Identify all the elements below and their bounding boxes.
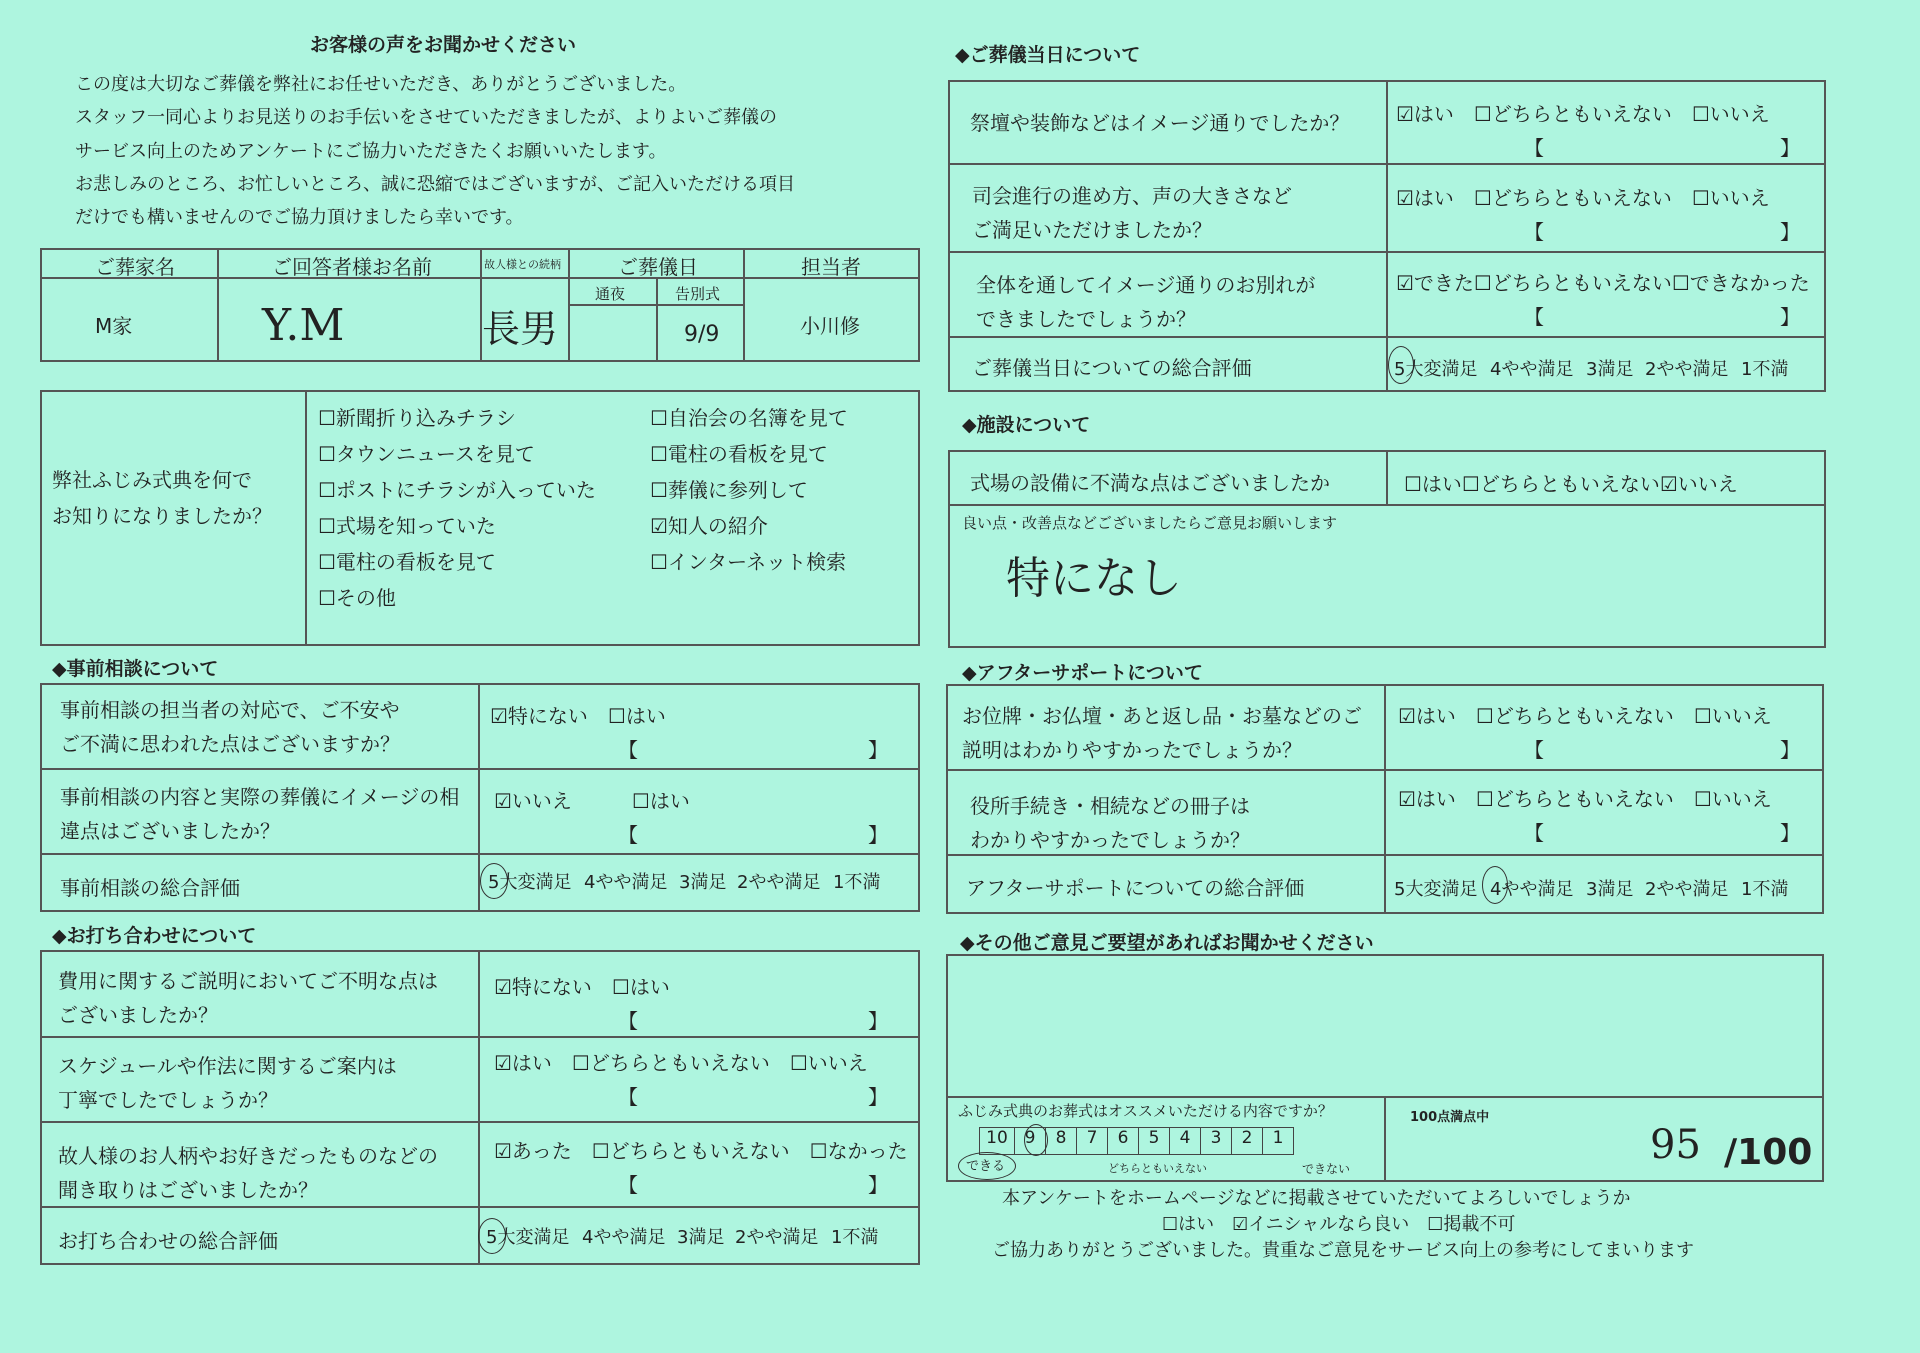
scale-3[interactable]: 3 [1201,1128,1232,1154]
scale-2[interactable]: 2 [1232,1128,1263,1154]
rating-1[interactable]: 1不満 [831,1227,879,1248]
scale-8[interactable]: 8 [1046,1128,1077,1154]
scale-6[interactable]: 6 [1108,1128,1139,1154]
rating-3[interactable]: 3満足 [677,1227,725,1248]
consult-q2-line1: 事前相談の内容と実際の葬儀にイメージの相 [60,785,460,809]
source-question-1: 弊社ふじみ式典を何で [52,468,252,492]
rating-1[interactable]: 1不満 [1741,359,1789,380]
bracket-open: 【 [1524,136,1544,160]
bracket-close: 】 [868,1173,888,1197]
header-family: ご葬家名 [95,255,175,279]
recommend-question: ふじみ式典のお葬式はオススメいただける内容ですか？ [958,1102,1333,1120]
rating-5[interactable]: 5大変満足 [1394,359,1478,380]
after-q1-line2: 説明はわかりやすかったでしょうか？ [962,738,1302,762]
score-total: /100 [1724,1132,1813,1173]
consult-q2-line2: 違点はございましたか？ [60,819,280,843]
meet-q3-line1: 故人様のお人柄やお好きだったものなどの [58,1144,438,1168]
rating-3[interactable]: 3満足 [1586,879,1634,900]
scale-7[interactable]: 7 [1077,1128,1108,1154]
header-funeral: 告別式 [675,285,721,303]
source-option[interactable]: ☐新聞折り込みチラシ [318,406,516,430]
after-a1[interactable]: ☑はい ☐どちらともいえない ☐いいえ [1398,704,1772,728]
fac-q1: 式場の設備に不満な点はございましたか [970,471,1330,495]
rating-1[interactable]: 1不満 [833,872,881,893]
consult-a1[interactable]: ☑特にない ☐はい [490,704,666,728]
source-option[interactable]: ☐インターネット検索 [650,550,847,574]
header-date: ご葬儀日 [618,255,698,279]
meet-q1-line2: ございましたか？ [58,1003,218,1027]
fac-comment: 特になし [1006,553,1182,604]
header-wake: 通夜 [595,285,626,303]
source-question-2: お知りになりましたか？ [52,504,272,528]
scale-9[interactable]: 9 [1015,1128,1046,1154]
meet-q2-line2: 丁寧でしたでしょうか？ [58,1088,278,1112]
thanks-text: ご協力ありがとうございました。貴重なご意見をサービス向上の参考にしてまいります [992,1240,1694,1261]
rating-5[interactable]: 5大変満足 [1394,879,1478,900]
source-option[interactable]: ☐ポストにチラシが入っていた [318,478,596,502]
intro-line-3: サービス向上のためアンケートにご協力いただきたくお願いいたします。 [75,141,667,162]
after-q1-line1: お位牌・お仏壇・あと返し品・お墓などのご [962,704,1362,728]
day-q4: ご葬儀当日についての総合評価 [972,356,1252,380]
meet-q1-line1: 費用に関するご説明においてご不明な点は [58,969,438,993]
day-q3-line2: できましたでしょうか？ [976,307,1196,331]
bracket-close: 】 [1780,220,1800,244]
rating-1[interactable]: 1不満 [1741,879,1789,900]
value-staff: 小川修 [800,314,860,338]
scale-4[interactable]: 4 [1170,1128,1201,1154]
after-q2-line1: 役所手続き・相続などの冊子は [970,794,1250,818]
bracket-close: 】 [868,738,888,762]
day-a3[interactable]: ☑できた☐どちらともいえない☐できなかった [1396,271,1810,295]
survey-title: お客様の声をお聞かせください [310,34,577,56]
source-option[interactable]: ☐その他 [318,586,396,610]
meet-a2[interactable]: ☑はい ☐どちらともいえない ☐いいえ [494,1051,868,1075]
section-after-support: ◆アフターサポートについて [962,662,1203,684]
scale-cannot: できない [1302,1162,1351,1176]
intro-line-5: だけでも構いませんのでご協力頂けましたら幸いです。 [75,207,524,228]
scale-mid: どちらともいえない [1108,1162,1207,1175]
scale-can: できる [966,1159,1006,1174]
fac-a1[interactable]: ☐はい☐どちらともいえない☑いいえ [1404,472,1738,496]
bracket-close: 】 [1780,821,1800,845]
intro-line-1: この度は大切なご葬儀を弊社にお任せいただき、ありがとうございました。 [75,74,687,95]
bracket-close: 】 [1780,305,1800,329]
source-option[interactable]: ☐自治会の名簿を見て [650,406,848,430]
value-funeral-date: 9/9 [684,322,720,347]
meet-a1[interactable]: ☑特にない ☐はい [494,975,670,999]
score-label: 100点満点中 [1410,1110,1490,1125]
header-respondent: ご回答者様お名前 [272,255,432,279]
bracket-open: 【 [618,738,638,762]
section-consultation: ◆事前相談について [52,658,219,680]
rating-2[interactable]: 2やや満足 [735,1227,819,1248]
recommend-circle [1024,1124,1048,1156]
bracket-close: 】 [868,823,888,847]
consult-q1-line1: 事前相談の担当者の対応で、ご不安や [60,698,400,722]
source-option[interactable]: ☐タウンニュースを見て [318,442,535,466]
fac-comment-label: 良い点・改善点などございましたらご意見お願いします [962,514,1338,532]
meet-q2-line1: スケジュールや作法に関するご案内は [58,1054,397,1078]
bracket-open: 【 [618,1085,638,1109]
consult-q3: 事前相談の総合評価 [60,876,240,900]
bracket-open: 【 [618,823,638,847]
bracket-open: 【 [1524,220,1544,244]
header-staff: 担当者 [801,255,861,279]
rating-4[interactable]: 4やや満足 [1490,879,1574,900]
bracket-open: 【 [618,1009,638,1033]
value-family: M家 [95,314,133,338]
rating-2[interactable]: 2やや満足 [1645,359,1729,380]
section-funeral-day: ◆ご葬儀当日について [955,44,1141,66]
source-option[interactable]: ☐電柱の看板を見て [318,550,496,574]
after-q2-line2: わかりやすかったでしょうか？ [970,828,1250,852]
rating-5[interactable]: 5大変満足 [486,1227,570,1248]
rating-4[interactable]: 4やや満足 [1490,359,1574,380]
consult-q1-line2: ご不満に思われた点はございますか？ [60,732,400,756]
day-a1[interactable]: ☑はい ☐どちらともいえない ☐いいえ [1396,102,1770,126]
section-meeting: ◆お打ち合わせについて [52,925,257,947]
day-q1: 祭壇や装飾などはイメージ通りでしたか？ [970,111,1350,135]
rating-5[interactable]: 5大変満足 [488,872,572,893]
rating-4[interactable]: 4やや満足 [582,1227,666,1248]
section-other: ◆その他ご意見ご要望があればお聞かせください [960,932,1374,954]
after-a2[interactable]: ☑はい ☐どちらともいえない ☐いいえ [1398,787,1772,811]
source-option-checked[interactable]: ☑知人の紹介 [650,514,768,538]
intro-line-4: お悲しみのところ、お忙しいところ、誠に恐縮ではございますが、ご記入いただける項目 [75,174,795,195]
bracket-open: 【 [1524,305,1544,329]
score-value: 95 [1650,1122,1701,1168]
bracket-open: 【 [1524,738,1544,762]
meet-q4: お打ち合わせの総合評価 [58,1229,278,1253]
meet-a3[interactable]: ☑あった ☐どちらともいえない ☐なかった [494,1139,908,1163]
scale-5[interactable]: 5 [1139,1128,1170,1154]
source-option[interactable]: ☐葬儀に参列して [650,478,808,502]
rating-2[interactable]: 2やや満足 [1645,879,1729,900]
bracket-close: 】 [868,1085,888,1109]
section-facility: ◆施設について [962,414,1091,436]
source-option[interactable]: ☐式場を知っていた [318,514,496,538]
header-relation: 故人様との続柄 [484,258,561,271]
meet-q3-line2: 聞き取りはございましたか？ [58,1178,318,1202]
rating-3[interactable]: 3満足 [1586,359,1634,380]
day-q3-line1: 全体を通してイメージ通りのお別れが [976,273,1316,297]
value-relation: 長男 [482,307,559,351]
rating-4[interactable]: 4やや満足 [584,872,668,893]
intro-line-2: スタッフ一同心よりお見送りのお手伝いをさせていただきましたが、よりよいご葬儀の [75,107,777,128]
value-respondent: Y.M [262,300,345,351]
rating-2[interactable]: 2やや満足 [737,872,821,893]
source-option[interactable]: ☐電柱の看板を見て [650,442,828,466]
consult-a2[interactable]: ☑いいえ ☐はい [494,789,690,813]
bracket-close: 】 [1780,136,1800,160]
publish-question: 本アンケートをホームページなどに掲載させていただいてよろしいでしょうか [1002,1188,1631,1209]
bracket-close: 】 [1780,738,1800,762]
bracket-close: 】 [868,1009,888,1033]
day-q2-line2: ご満足いただけましたか？ [972,218,1212,242]
rating-3[interactable]: 3満足 [679,872,727,893]
bracket-open: 【 [1524,821,1544,845]
after-q3: アフターサポートについての総合評価 [966,876,1305,900]
day-a2[interactable]: ☑はい ☐どちらともいえない ☐いいえ [1396,186,1770,210]
day-q2-line1: 司会進行の進め方、声の大きさなど [972,184,1292,208]
scale-10[interactable]: 10 [980,1128,1015,1154]
bracket-open: 【 [618,1173,638,1197]
scale-1[interactable]: 1 [1272,1128,1284,1148]
publish-options[interactable]: ☐はい ☑イニシャルなら良い ☐掲載不可 [1162,1214,1516,1235]
